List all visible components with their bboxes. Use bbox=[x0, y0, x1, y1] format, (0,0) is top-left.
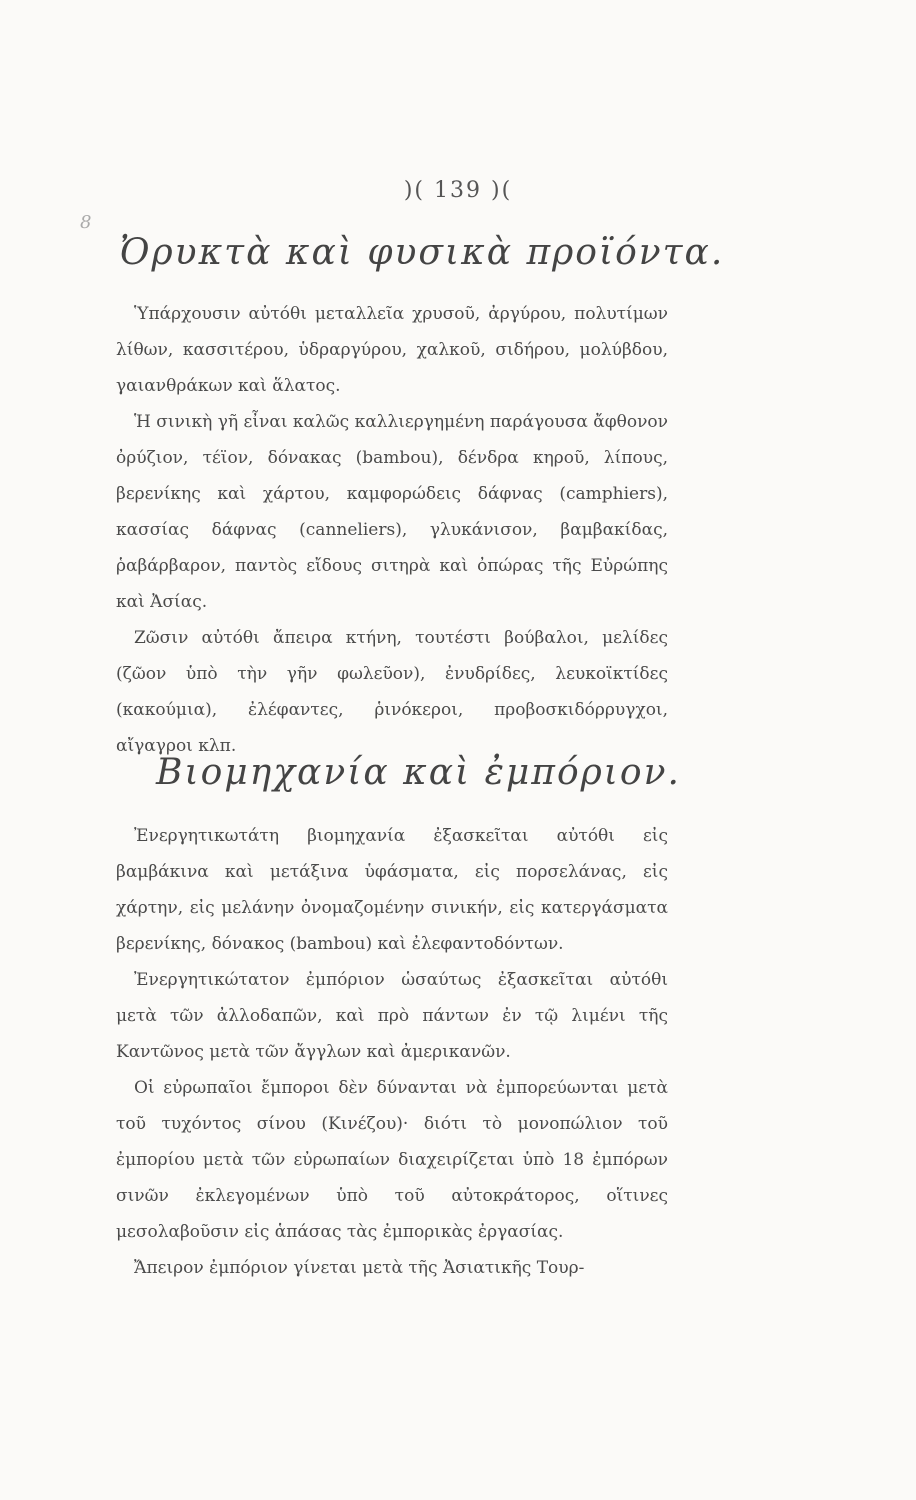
section-body-minerals bbox=[116, 296, 668, 764]
paragraph: Ζῶσιν αὐτόθι ἄπειρα κτήνη, τουτέστι βούβαλοι, μελίδες (ζῶον ὑπὸ τὴν γῆν φωλεῦον), ἐνυδρίδες, λευκοϊκτίδες (κακούμια), ἐλέφαντες, ῥινόκεροι, προβοσκιδόρρυγχοι, αἴγαγροι κλπ. bbox=[116, 628, 668, 756]
paragraph: Ὑπάρχουσιν αὐτόθι μεταλλεῖα χρυσοῦ, ἀργύρου, πολυτίμων λίθων, κασσιτέρου, ὑδραργύρου, χαλκοῦ, σιδήρου, μολύβδου, γαιανθράκων καὶ ἅλατος. bbox=[116, 304, 668, 396]
section-title-industry: Βιομηχανία καὶ ἐμπόριον. bbox=[156, 752, 681, 793]
margin-mark: 8 bbox=[80, 212, 92, 233]
section-title-minerals: Ὀρυκτὰ καὶ φυσικὰ προϊόντα. bbox=[120, 232, 725, 273]
paragraph: Ἐνεργητικωτάτη βιομηχανία ἐξασκεῖται αὐτόθι εἰς βαμβάκινα καὶ μετάξινα ὑφάσματα, εἰς πορσελάνας, εἰς χάρτην, εἰς μελάνην ὀνομαζομένην σινικήν, εἰς κατεργάσματα βερενίκης, δόνακος (bambou) καὶ ἐλεφαντοδόντων. bbox=[116, 826, 668, 954]
paragraph: Οἱ εὐρωπαῖοι ἔμποροι δὲν δύνανται νὰ ἐμπορεύωνται μετὰ τοῦ τυχόντος σίνου (Κινέζου)· διότι τὸ μονοπώλιον τοῦ ἐμπορίου μετὰ τῶν εὐρωπαίων διαχειρίζεται ὑπὸ 18 ἐμπόρων σινῶν ἐκλεγομένων ὑπὸ τοῦ αὐτοκράτορος, οἵτινες μεσολαβοῦσιν εἰς ἁπάσας τὰς ἐμπορικὰς ἐργασίας. bbox=[116, 1078, 668, 1242]
section-body-industry bbox=[116, 818, 668, 1286]
paragraph: Ἄπειρον ἐμπόριον γίνεται μετὰ τῆς Ἀσιατικῆς Τουρ- bbox=[134, 1258, 585, 1278]
paragraph: Ἐνεργητικώτατον ἐμπόριον ὡσαύτως ἐξασκεῖται αὐτόθι μετὰ τῶν ἀλλοδαπῶν, καὶ πρὸ πάντων ἐν τῷ λιμένι τῆς Καντῶνος μετὰ τῶν ἄγγλων καὶ ἀμερικανῶν. bbox=[116, 970, 668, 1062]
page-number: )( 139 )( bbox=[403, 178, 513, 203]
paragraph: Ἡ σινικὴ γῆ εἶναι καλῶς καλλιεργημένη παράγουσα ἄφθονον ὀρύζιον, τέϊον, δόνακας (bambou), δένδρα κηροῦ, λίπους, βερενίκης καὶ χάρτου, καμφορώδεις δάφνας (camphiers), κασσίας δάφνας (canneliers), γλυκάνισον, βαμβακίδας, ῥαβάρβαρον, παντὸς εἴδους σιτηρὰ καὶ ὀπώρας τῆς Εὐρώπης καὶ Ἀσίας. bbox=[116, 412, 668, 612]
